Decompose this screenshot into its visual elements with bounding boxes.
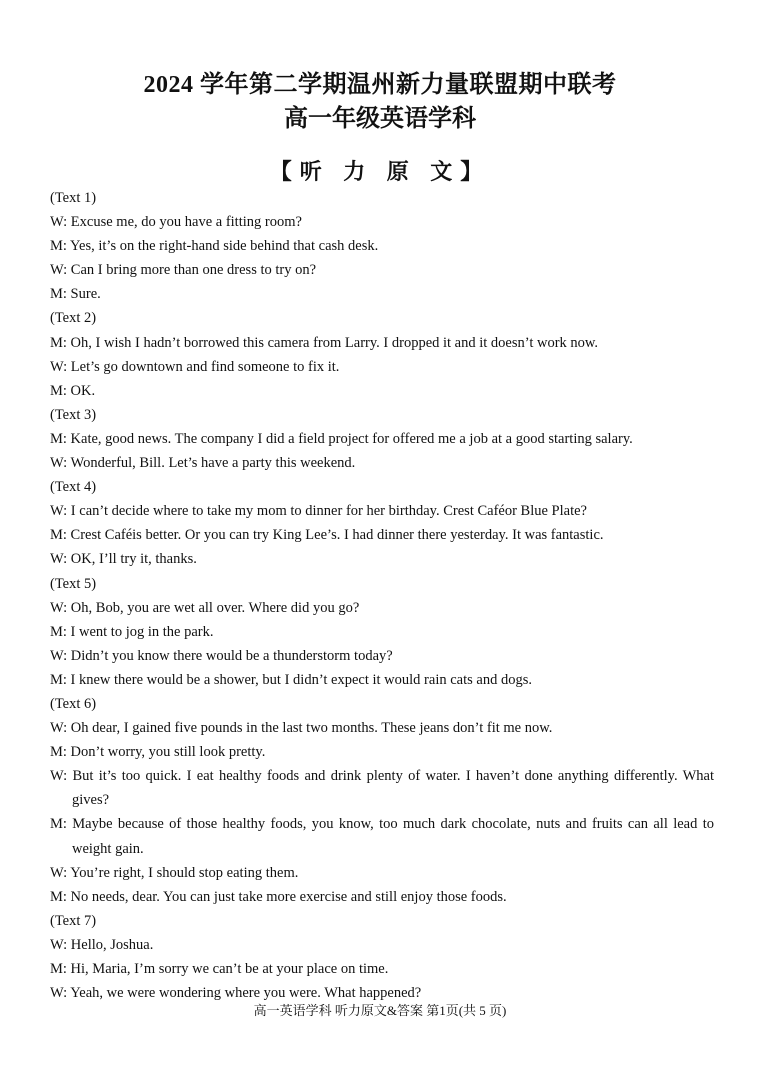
transcript-line: W: Didn’t you know there would be a thunderstorm today? [50,647,393,664]
transcript-line: (Text 3) [50,406,97,423]
page-footer: 高一英语学科 听力原文&答案 第1页(共 5 页) [253,1003,507,1018]
transcript-line: M: Yes, it’s on the right-hand side behind that cash desk. [50,238,379,255]
transcript-line: M: Kate, good news. The company I did a field project for offered me a job at a good starting salary. [50,430,633,447]
transcript-line: W: I can’t decide where to take my mom to dinner for her birthday. Crest Caféor Blue Plate? [50,503,587,520]
transcript-line: W: OK, I’ll try it, thanks. [50,551,197,568]
transcript-line: M: I went to jog in the park. [50,623,214,640]
transcript-line: W: Oh, Bob, you are wet all over. Where did you go? [50,599,360,616]
transcript-line: (Text 1) [50,190,97,206]
transcript-line: W: Hello, Joshua. [50,936,154,953]
transcript-line: W: Wonderful, Bill. Let’s have a party this weekend. [50,455,356,472]
exam-title: 2024 学年第二学期温州新力量联盟期中联考 [143,72,617,98]
transcript-body [50,186,714,1005]
transcript-line: W: You’re right, I should stop eating them. [50,864,299,881]
transcript-line: (Text 6) [50,695,97,712]
transcript-line: M: OK. [50,382,96,399]
section-heading: 【听 力 原 文】 [269,159,491,184]
transcript-line: (Text 5) [50,575,97,592]
transcript-line: M: Oh, I wish I hadn’t borrowed this camera from Larry. I dropped it and it doesn’t work now. [50,334,599,351]
transcript-line: M: Crest Caféis better. Or you can try King Lee’s. I had dinner there yesterday. It was fantastic. [50,527,604,544]
transcript-line: W: Can I bring more than one dress to try on? [50,262,317,279]
transcript-line: M: I knew there would be a shower, but I didn’t expect it would rain cats and dogs. [50,671,532,688]
transcript-line: M: Maybe because of those healthy foods, you know, too much dark chocolate, nuts and fruits can all lead to weight gain. [50,816,714,857]
transcript-line: (Text 7) [50,912,97,929]
transcript-line: W: Excuse me, do you have a fitting room? [50,214,302,231]
transcript-line: M: No needs, dear. You can just take more exercise and still enjoy those foods. [50,888,507,905]
transcript-line: M: Don’t worry, you still look pretty. [50,744,266,761]
transcript-line: M: Sure. [50,286,101,303]
transcript-line: W: Yeah, we were wondering where you were. What happened? [50,985,422,1002]
transcript-line: W: But it’s too quick. I eat healthy foods and drink plenty of water. I haven’t done anything differently. What gives? [50,768,714,809]
transcript-line: M: Hi, Maria, I’m sorry we can’t be at your place on time. [50,961,389,977]
transcript-line: (Text 2) [50,310,97,327]
transcript-line: W: Let’s go downtown and find someone to fix it. [50,358,340,375]
exam-subtitle: 高一年级英语学科 [284,106,476,132]
transcript-line: (Text 4) [50,479,97,496]
transcript-line: W: Oh dear, I gained five pounds in the last two months. These jeans don’t fit me now. [50,720,553,737]
